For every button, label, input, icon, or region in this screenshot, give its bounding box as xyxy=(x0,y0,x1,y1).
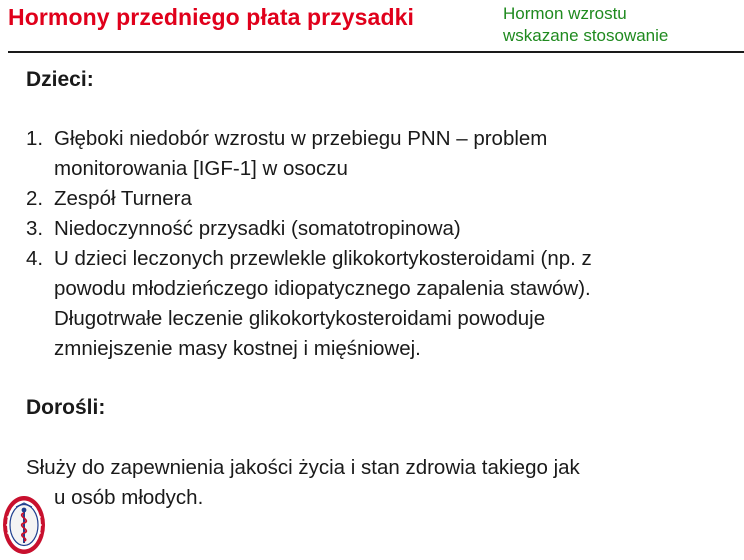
slide-subtitle xyxy=(503,3,668,47)
subtitle-line-1: Hormon wzrostu xyxy=(503,4,627,23)
adults-description xyxy=(26,453,726,513)
slide-title: Hormony przedniego płata przysadki xyxy=(8,4,414,30)
list-item-text-line: Długotrwałe leczenie glikokortykosteroidami powoduje xyxy=(54,307,546,330)
adults-description-line-1: Służy do zapewnienia jakości życia i stan zdrowia takiego jak xyxy=(26,456,580,479)
children-heading: Dzieci: xyxy=(26,68,94,91)
children-indications-list xyxy=(26,124,736,364)
list-item xyxy=(26,184,736,214)
list-item-number: 1. xyxy=(26,127,44,150)
list-item-number: 3. xyxy=(26,217,44,240)
list-item-number: 4. xyxy=(26,247,44,270)
list-item-number: 2. xyxy=(26,187,44,210)
title-divider xyxy=(8,51,744,53)
list-item xyxy=(26,124,736,184)
list-item-text-line: U dzieci leczonych przewlekle glikokortykosteroidami (np. z xyxy=(54,247,592,270)
list-item-text-line: powodu młodzieńczego idiopatycznego zapalenia stawów). xyxy=(54,277,591,300)
adults-heading: Dorośli: xyxy=(26,396,106,419)
list-item-text-line: Głęboki niedobór wzrostu w przebiegu PNN – problem xyxy=(54,127,548,150)
adults-description-line-2: u osób młodych. xyxy=(54,486,204,509)
subtitle-line-2: wskazane stosowanie xyxy=(503,26,669,45)
list-item xyxy=(26,214,736,244)
list-item-text-line: monitorowania [IGF-1] w osoczu xyxy=(54,157,348,180)
university-seal-icon xyxy=(2,495,46,555)
list-item-text-line: Zespół Turnera xyxy=(54,187,192,210)
list-item-text-line: zmniejszenie masy kostnej i mięśniowej. xyxy=(54,337,421,360)
list-item-text-line: Niedoczynność przysadki (somatotropinowa) xyxy=(54,217,461,240)
list-item xyxy=(26,244,736,364)
